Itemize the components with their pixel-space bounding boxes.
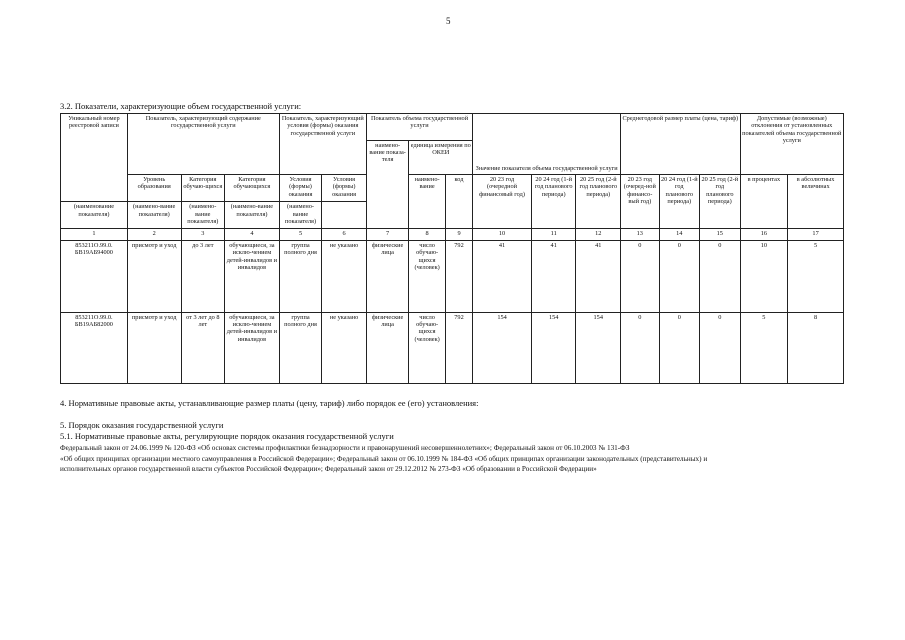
header-conditions: Показатель, характеризующий условия (формы) оказания государственной услуги — [279, 114, 366, 175]
header-registry: Уникальный номер реестровой записи — [61, 114, 128, 202]
column-number: 5 — [279, 229, 322, 241]
header-cond-2: Условия (формы) оказания — [322, 174, 367, 202]
column-numbers-row — [61, 229, 844, 241]
header-value-year-3: 20 25 год (2-й год планового периода) — [576, 174, 621, 229]
table-row — [61, 241, 844, 312]
column-number: 14 — [659, 229, 700, 241]
page-number: 5 — [446, 16, 451, 26]
column-number: 4 — [225, 229, 280, 241]
cell-dev-absolute: 5 — [788, 241, 844, 312]
column-number: 17 — [788, 229, 844, 241]
header-level: Уровень образования — [127, 174, 181, 202]
column-number: 8 — [409, 229, 445, 241]
column-number: 7 — [366, 229, 409, 241]
header-cond-1: Условия (формы) оказания — [279, 174, 322, 202]
cell-dev-percent: 10 — [740, 241, 788, 312]
cell-fee-1: 0 — [621, 312, 659, 383]
cell-indicator: физические лица — [366, 241, 409, 312]
cell-category: от 3 лет до 8 лет — [181, 312, 225, 383]
header-value-year-2: 20 24 год (1-й год планового периода) — [531, 174, 576, 229]
cell-level: присмотр и уход — [127, 312, 181, 383]
cell-cond-2: не указано — [322, 241, 367, 312]
header-indicator-name: наимено-вание показа-теля — [366, 140, 409, 229]
header-unit-name: наимено-вание — [409, 174, 445, 229]
header-content: Показатель, характеризующий содержание государственной услуги — [127, 114, 279, 175]
legal-acts-line: «Об общих принципах организации местного самоуправления в Российской Федерации»; Федеральный закон от 06.10.1999 № 184-ФЗ «Об общих принципах организации законодательных (представительных) и — [60, 454, 708, 463]
header-fee-year-2: 20 24 год (1-й год планового периода) — [659, 174, 700, 229]
legal-acts-line: Федеральный закон от 24.06.1999 № 120-ФЗ «Об основах системы профилактики безнадзорности и правонарушений несовершеннолетних»; Федеральный закон от 06.10.2003 № 131-ФЗ — [60, 444, 630, 452]
section-4-heading: 4. Нормативные правовые акты, устанавливающие размер платы (цену, тариф) либо порядок ее (его) установления: — [60, 398, 479, 408]
header-fee-year-1: 20 23 год (очеред-ной финансо-вый год) — [621, 174, 659, 229]
cell-fee-1: 0 — [621, 241, 659, 312]
cell-value-3: 41 — [576, 241, 621, 312]
cell-registry: 853211О.99.0. БВ19АБ82000 — [61, 312, 128, 383]
cell-category-2: обучающиеся, за исклю-чением детей-инвалидов и инвалидов — [225, 241, 280, 312]
header-param-name-1: (наименование показателя) — [61, 202, 128, 229]
column-number: 16 — [740, 229, 788, 241]
header-param-name-2: (наимено-вание показателя) — [127, 202, 181, 229]
column-number: 12 — [576, 229, 621, 241]
section-title: 3.2. Показатели, характеризующие объем государственной услуги: — [60, 101, 302, 111]
column-number: 6 — [322, 229, 367, 241]
header-fee-year-3: 20 25 год (2-й год планового периода) — [700, 174, 741, 229]
table-row — [61, 312, 844, 383]
header-unit-code: код — [445, 174, 472, 229]
section-5-heading: 5. Порядок оказания государственной услуги — [60, 420, 224, 430]
column-number: 15 — [700, 229, 741, 241]
cell-cond-1: группа полного дня — [279, 241, 322, 312]
cell-value-3: 154 — [576, 312, 621, 383]
cell-cond-1: группа полного дня — [279, 312, 322, 383]
header-fee: Среднегодовой размер платы (цена, тариф) — [621, 114, 741, 175]
header-param-name-5: (наимено-вание показателя) — [279, 202, 322, 229]
cell-value-2: 154 — [531, 312, 576, 383]
column-number: 11 — [531, 229, 576, 241]
cell-category: до 3 лет — [181, 241, 225, 312]
cell-level: присмотр и уход — [127, 241, 181, 312]
header-param-name-3: (наимено-вание показателя) — [181, 202, 225, 229]
column-number: 10 — [473, 229, 532, 241]
legal-acts-text — [60, 443, 850, 475]
cell-fee-3: 0 — [700, 312, 741, 383]
cell-category-2: обучающиеся, за исклю-чением детей-инвалидов и инвалидов — [225, 312, 280, 383]
cell-unit-code: 792 — [445, 241, 472, 312]
cell-cond-2: не указано — [322, 312, 367, 383]
cell-fee-3: 0 — [700, 241, 741, 312]
header-value-title: Значение показателя объема государственной услуги — [475, 165, 618, 173]
volume-indicators-table — [60, 113, 844, 384]
cell-indicator: физические лица — [366, 312, 409, 383]
cell-value-1: 154 — [473, 312, 532, 383]
header-param-name-4: (наимено-вание показателя) — [225, 202, 280, 229]
cell-dev-absolute: 8 — [788, 312, 844, 383]
cell-fee-2: 0 — [659, 312, 700, 383]
cell-value-2: 41 — [531, 241, 576, 312]
column-number: 1 — [61, 229, 128, 241]
cell-dev-percent: 5 — [740, 312, 788, 383]
column-number: 2 — [127, 229, 181, 241]
cell-unit-code: 792 — [445, 312, 472, 383]
column-number: 9 — [445, 229, 472, 241]
column-number: 3 — [181, 229, 225, 241]
cell-fee-2: 0 — [659, 241, 700, 312]
header-volume: Показатель объема государственной услуги — [366, 114, 472, 141]
cell-registry: 853211О.99.0. БВ19АБ94000 — [61, 241, 128, 312]
cell-unit-name: число обучаю-щихся (человек) — [409, 241, 445, 312]
column-number: 13 — [621, 229, 659, 241]
section-5-1-heading: 5.1. Нормативные правовые акты, регулирующие порядок оказания государственной услуги — [60, 431, 394, 441]
legal-acts-line: исполнительных органов государственной власти субъектов Российской Федерации»; Федеральный закон от 29.12.2012 № 273-ФЗ «Об образовании в Российской Федерации» — [60, 465, 597, 473]
cell-unit-name: число обучаю-щихся (человек) — [409, 312, 445, 383]
header-dev-percent: в процентах — [740, 174, 788, 229]
header-value-year-1: 20 23 год (очередной финансовый год) — [473, 174, 532, 229]
cell-value-1: 41 — [473, 241, 532, 312]
header-unit: единица измерения по ОКЕИ — [409, 140, 473, 174]
header-category: Категория обучаю-щихся — [181, 174, 225, 202]
header-dev-absolute: в абсолютных величинах — [788, 174, 844, 229]
header-value — [473, 114, 621, 175]
header-category-2: Категория обучающихся — [225, 174, 280, 202]
header-deviation: Допустимые (возможные) отклонения от установленных показателей объема государственной услуги — [740, 114, 843, 175]
